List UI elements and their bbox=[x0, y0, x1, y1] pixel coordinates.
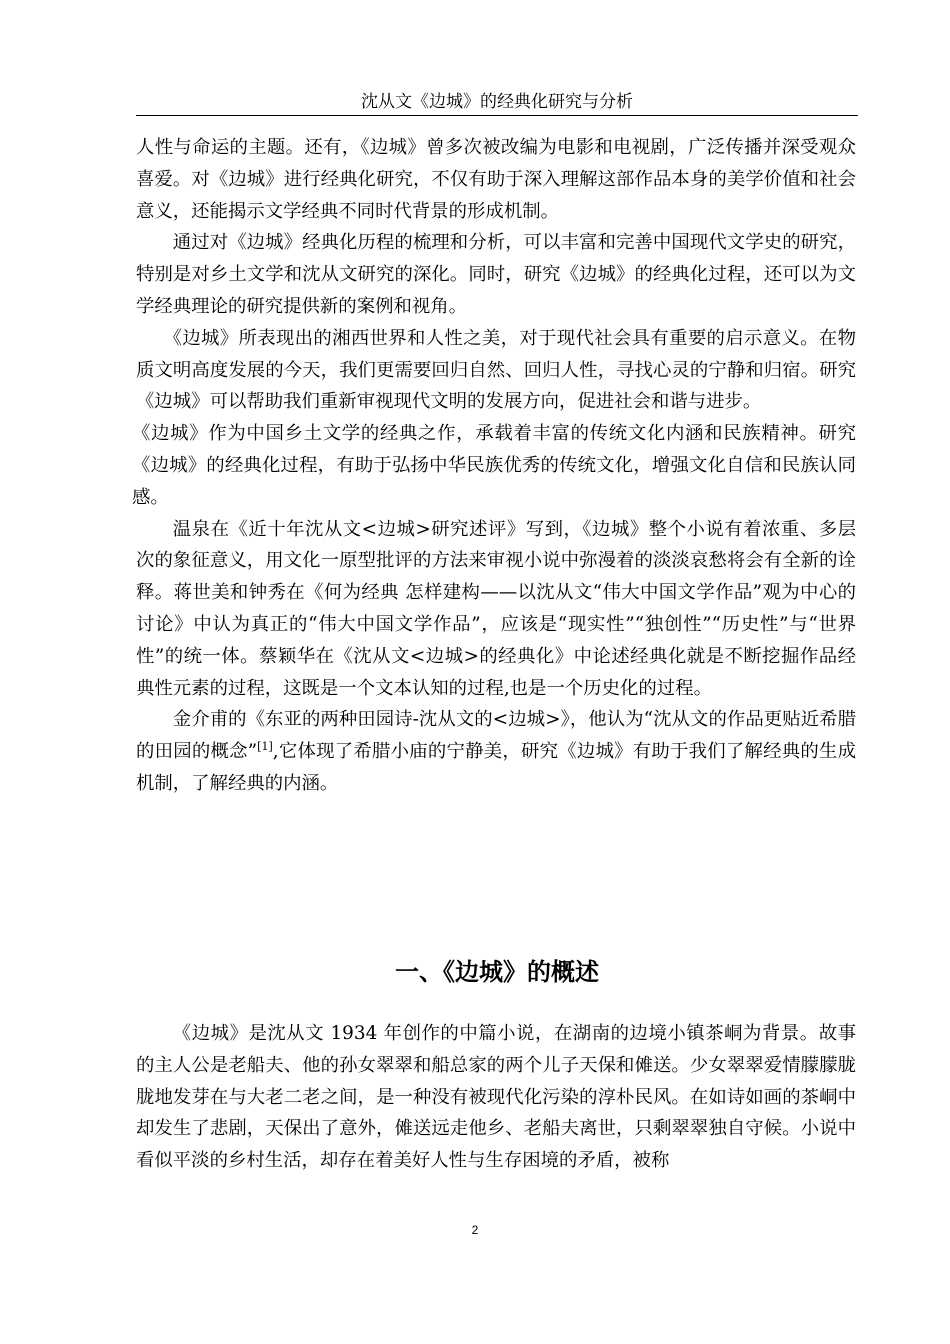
paragraph-modern-value: 《边城》所表现出的湘西世界和人性之美，对于现代社会具有重要的启示意义。在物质文明高度发展的今天，我们更需要回归自然、回归人性，寻找心灵的宁静和归宿。研究《边城》可以帮助我们重新审视现代文明的发展方向，促进社会和谐与进步。 bbox=[136, 327, 856, 413]
paragraph-kinkley bbox=[136, 704, 856, 799]
paragraph-kinkley-text: 金介甫的《东亚的两种田园诗-沈从文的<边城>》，他认为“沈从文的作品更贴近希腊的田园的概念” bbox=[136, 709, 856, 763]
body-text-section bbox=[136, 1018, 856, 1177]
paragraph-significance: 通过对《边城》经典化历程的梳理和分析，可以丰富和完善中国现代文学史的研究，特别是对乡土文学和沈从文研究的深化。同时，研究《边城》的经典化过程，还可以为文学经典理论的研究提供新的案例和视角。 bbox=[136, 232, 856, 317]
paragraph-overview: 《边城》是沈从文 1934 年创作的中篇小说，在湖南的边境小镇茶峒为背景。故事的主人公是老船夫、他的孙女翠翠和船总家的两个儿子天保和傩送。少女翠翠爱情朦朦胧胧地发芽在与大老二老之间，是一种没有被现代化污染的淳朴民风。在如诗如画的茶峒中却发生了悲剧，天保出了意外，傩送远走他乡、老船夫离世，只剩翠翠独自守候。小说中看似平淡的乡村生活，却存在着美好人性与生存困境的矛盾，被称 bbox=[136, 1023, 856, 1172]
body-text-top bbox=[132, 132, 856, 800]
page-number: 2 bbox=[471, 1223, 479, 1237]
paragraph-literature-review: 温泉在《近十年沈从文<边城>研究述评》写到，《边城》整个小说有着浓重、多层次的象征意义，用文化一原型批评的方法来审视小说中弥漫着的淡淡哀愁将会有全新的诠释。蒋世美和钟秀在《何为经典 怎样建构——以沈从文“伟大中国文学作品”观为中心的讨论》中认为真正的“伟大中国文学作品”，应该是“现实性”“独创性”“历史性”与“世界性”的统一体。蔡颖华在《沈从文<边城>的经典化》中论述经典化就是不断挖掘作品经典性元素的过程，这既是一个文本认知的过程,也是一个历史化的过程。 bbox=[136, 518, 856, 699]
section-heading: 一、《边城》的概述 bbox=[395, 958, 599, 986]
running-header: 沈从文《边城》的经典化研究与分析 bbox=[136, 90, 858, 116]
paragraph-cultural-value: 《边城》作为中国乡土文学的经典之作，承载着丰富的传统文化内涵和民族精神。研究《边城》的经典化过程，有助于弘扬中华民族优秀的传统文化，增强文化自信和民族认同感。 bbox=[132, 423, 856, 508]
citation-mark[interactable]: [1] bbox=[257, 740, 273, 754]
paragraph-kinkley-text-rest: ,它体现了希腊小庙的宁静美，研究《边城》有助于我们了解经典的生成机制，了解经典的内涵。 bbox=[136, 741, 856, 794]
paragraph-intro-continued: 人性与命运的主题。还有，《边城》曾多次被改编为电影和电视剧，广泛传播并深受观众喜爱。对《边城》进行经典化研究，不仅有助于深入理解这部作品本身的美学价值和社会意义，还能揭示文学经典不同时代背景的形成机制。 bbox=[136, 137, 856, 222]
